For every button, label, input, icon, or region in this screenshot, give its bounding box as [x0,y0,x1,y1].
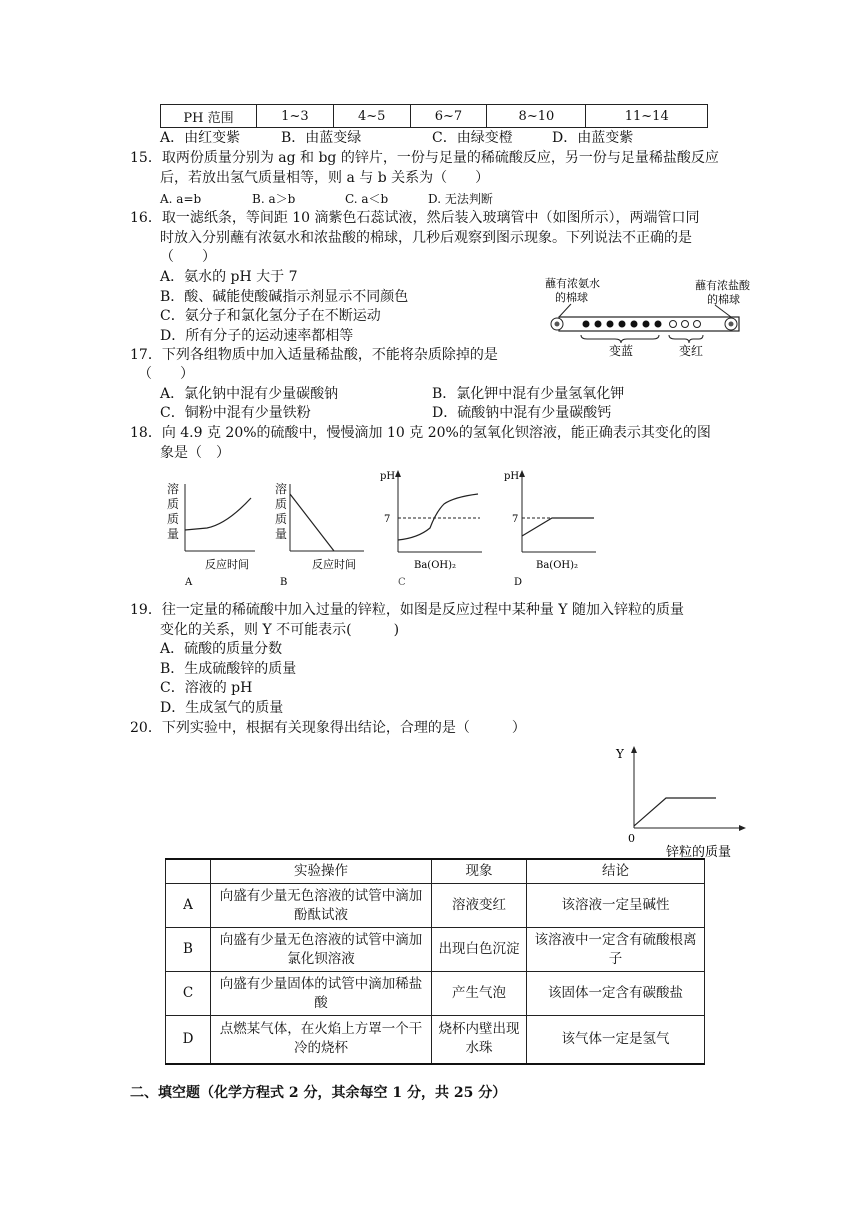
graph-b-ylabel: 溶质质量 [275,482,288,541]
ph-cell: PH 范围 [161,105,257,128]
ph-cell: 4~5 [333,105,410,128]
row-phenomenon: 烧杯内壁出现水珠 [432,1016,527,1064]
q19-option-d: D．生成氢气的质量 [160,700,284,716]
q18-line2: 象是（ ） [160,445,230,461]
q14-option-b: B．由蓝变绿 [281,130,362,146]
q17-option-d: D．硫酸钠中混有少量碳酸钙 [432,405,612,421]
q19-graph-ylabel: Y [616,747,624,761]
fig-left-label-1: 蘸有浓氨水 [545,277,600,290]
row-phenomenon: 溶液变红 [432,884,527,928]
q17-line1: 17．下列各组物质中加入适量稀盐酸，不能将杂质除掉的是 [130,347,498,363]
ph-cell: 8~10 [487,105,586,128]
row-operation: 向盛有少量无色溶液的试管中滴加酚酞试液 [211,884,432,928]
row-conclusion: 该固体一定含有碳酸盐 [527,972,705,1016]
q19-option-a: A．硫酸的质量分数 [160,641,283,657]
row-key: B [166,928,211,972]
table-row [166,884,705,928]
graph-d-letter: D [514,577,523,588]
q19-line1: 19．往一定量的稀硫酸中加入过量的锌粒，如图是反应过程中某种量 Y 随加入锌粒的质量 [130,602,684,618]
experiment-table [165,858,705,1065]
row-conclusion: 该溶液中一定含有硫酸根离子 [527,928,705,972]
q14-option-a: A．由红变紫 [160,130,241,146]
q19-graph-origin: 0 [628,832,635,845]
q17-option-a: A．氯化钠中混有少量碳酸钠 [160,386,339,402]
q17-option-c: C．铜粉中混有少量铁粉 [160,405,311,421]
fig-right-label-1: 蘸有浓盐酸 [695,279,750,292]
q14-option-c: C．由绿变橙 [432,130,513,146]
graph-b-xlabel: 反应时间 [312,558,356,571]
table-row [166,928,705,972]
row-conclusion: 该溶液一定呈碱性 [527,884,705,928]
table-row [166,1016,705,1064]
graph-d-ylabel: pH [504,471,520,482]
q14-option-d: D．由蓝变紫 [552,130,634,146]
row-key: A [166,884,211,928]
row-operation: 向盛有少量无色溶液的试管中滴加氯化钡溶液 [211,928,432,972]
q16-line2: 时放入分别蘸有浓氨水和浓盐酸的棉球，几秒后观察到图示现象。下列说法不正确的是 [160,230,692,246]
ph-cell: 11~14 [586,105,708,128]
table-row [166,972,705,1016]
q17-line2: （ ） [138,366,194,382]
q18-graph-d [502,466,602,590]
graph-c-tick7: 7 [384,514,391,525]
glass-tube-figure [545,275,765,360]
q19-line2: 变化的关系，则 Y 不可能表示( ) [160,622,400,638]
graph-b-letter: B [280,577,288,588]
graph-d-tick7: 7 [512,514,519,525]
q18-graph-c [378,466,488,590]
q19-graph [610,742,750,860]
graph-c-xlabel: Ba(OH)₂ [414,560,457,571]
fig-right-label-2: 的棉球 [707,293,740,306]
graph-c-letter: C [398,577,406,588]
q19-graph-xlabel: 锌粒的质量 [666,845,732,860]
q16-option-c: C．氨分子和氯化氢分子在不断运动 [160,308,381,324]
red-drops [670,321,701,328]
q16-option-d: D．所有分子的运动速率都相等 [160,328,354,344]
q20-line: 20．下列实验中，根据有关现象得出结论，合理的是（ ） [130,720,526,736]
q16-line1: 16．取一滤纸条，等间距 10 滴紫色石蕊试液，然后装入玻璃管中（如图所示），两端管口同 [130,210,700,226]
row-phenomenon: 出现白色沉淀 [432,928,527,972]
q19-option-b: B．生成硫酸锌的质量 [160,661,297,677]
header-cell [166,859,211,884]
q17-option-b: B．氯化钾中混有少量氢氧化钾 [432,386,625,402]
section-heading: 二、填空题（化学方程式 2 分，其余每空 1 分，共 25 分） [130,1085,507,1101]
header-cell: 实验操作 [211,859,432,884]
row-key: D [166,1016,211,1064]
q16-option-a: A．氨水的 pH 大于 7 [160,269,298,285]
fig-blue-label: 变蓝 [609,344,634,358]
q15-option-c: C. a＜b [345,192,389,206]
graph-d-xlabel: Ba(OH)₂ [536,560,579,571]
row-operation: 向盛有少量固体的试管中滴加稀盐酸 [211,972,432,1016]
fig-left-label-2: 的棉球 [555,291,588,304]
q15-option-b: B. a＞b [252,192,296,206]
ph-range-table [160,104,708,128]
header-cell: 现象 [432,859,527,884]
row-key: C [166,972,211,1016]
row-phenomenon: 产生气泡 [432,972,527,1016]
graph-a-ylabel: 溶质质量 [167,482,180,541]
ph-cell: 6~7 [410,105,487,128]
header-cell: 结论 [527,859,705,884]
q15-line1: 15．取两份质量分别为 ag 和 bg 的锌片，一份与足量的稀硫酸反应，另一份与足量稀盐酸反应 [130,150,719,166]
q18-line1: 18．向 4.9 克 20%的硫酸中，慢慢滴加 10 克 20%的氢氧化钡溶液，能正确表示其变化的图 [130,425,711,441]
graph-a-letter: A [185,577,193,588]
graph-a-xlabel: 反应时间 [205,558,249,571]
fig-red-label: 变红 [679,344,704,358]
row-conclusion: 该气体一定是氢气 [527,1016,705,1064]
q15-line2: 后，若放出氢气质量相等，则 a 与 b 关系为（ ） [160,170,490,186]
q15-option-a: A. a=b [160,192,202,206]
ph-cell: 1~3 [257,105,334,128]
q16-option-b: B．酸、碱能使酸碱指示剂显示不同颜色 [160,289,409,305]
q15-option-d: D. 无法判断 [428,192,493,206]
q16-line3: （ ） [160,249,216,265]
row-operation: 点燃某气体，在火焰上方罩一个干冷的烧杯 [211,1016,432,1064]
graph-c-ylabel: pH [380,471,396,482]
q19-option-c: C．溶液的 pH [160,680,253,696]
